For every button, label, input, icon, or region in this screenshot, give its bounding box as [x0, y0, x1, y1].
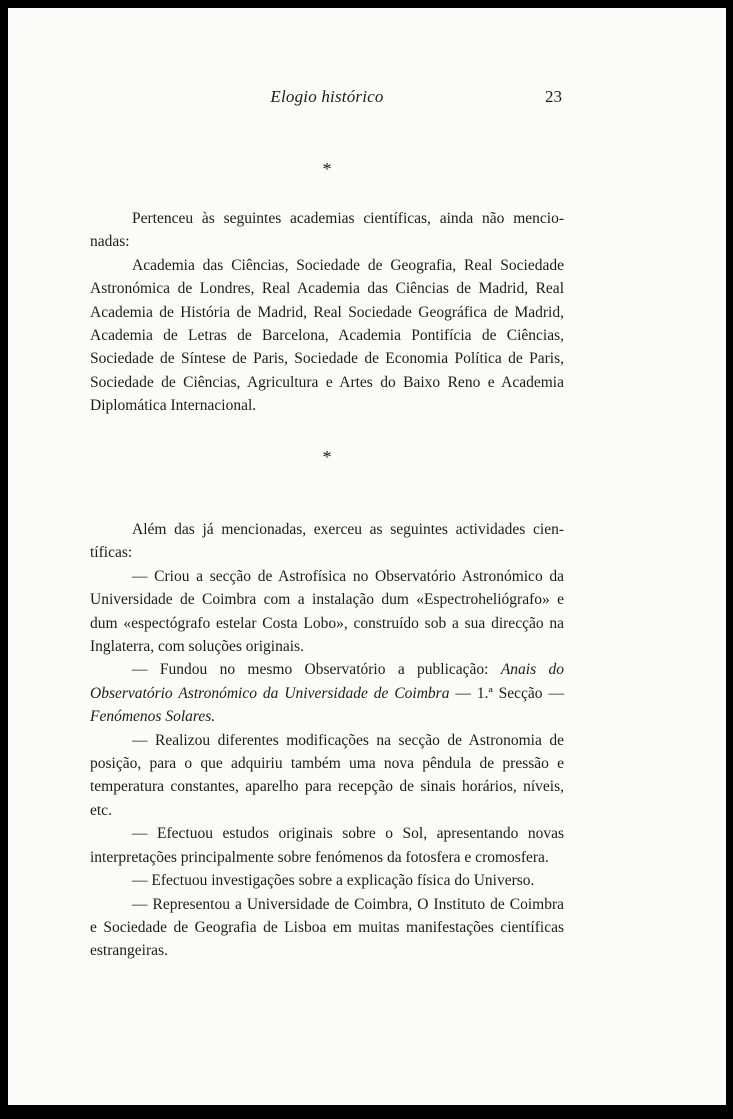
academies-list-paragraph: Academia das Ciências, Sociedade de Geografia, Real Sociedade Astronómica de Londres, Real Academia das Ciências de Madrid, Real Academia de História de Madrid, Real Sociedade Geográfica de Madrid, Academia de Letras de Barcelona, Academia Pontifícia de Ciências, Sociedade de Síntese de Paris, Sociedade de Economia Política de Paris, Sociedade de Ciências, Agricultura e Artes do Baixo Reno e Academia Diplomática Internacional.: [90, 256, 564, 415]
document-page: [8, 8, 726, 1105]
running-title: Elogio histórico: [270, 87, 384, 106]
activity-item-text: — 1.ª Secção —: [449, 684, 564, 702]
academies-section: [90, 207, 564, 418]
section-separator: *: [322, 447, 332, 467]
activity-item-text: — Fundou no mesmo Observatório a publicação:: [132, 661, 501, 679]
academies-intro-paragraph: Pertenceu às seguintes academias científicas, ainda não mencionadas:: [90, 210, 564, 251]
activities-section: [90, 518, 564, 963]
activity-item: — Realizou diferentes modificações na secção de Astronomia de posição, para o que adquiriu também uma nova pêndula de pressão e temperatura constantes, aparelho para recepção de sinais horários, níveis, etc.: [90, 731, 564, 819]
publication-subtitle: Fenómenos Solares.: [90, 708, 216, 726]
activity-item: — Representou a Universidade de Coimbra, O Instituto de Coimbra e Sociedade de Geografia de Lisboa em muitas manifestações científicas estrangeiras.: [90, 895, 564, 960]
activity-item: — Efectuou estudos originais sobre o Sol, apresentando novas interpretações principalmente sobre fenómenos da fotosfera e cromosfera.: [90, 825, 564, 866]
activity-item: — Efectuou investigações sobre a explicação física do Universo.: [132, 872, 535, 890]
activities-intro-paragraph: Além das já mencionadas, exerceu as seguintes actividades científicas:: [90, 521, 564, 562]
activity-item: [90, 658, 564, 728]
publication-title: Anais do Observatório Astronómico da Universidade de Coimbra: [90, 661, 564, 702]
activity-item: — Criou a secção de Astrofísica no Observatório Astronómico da Universidade de Coimbra com a instalação dum «Espectroheliógrafo» e dum «espectógrafo estelar Costa Lobo», construído sob a sua direcção na Inglaterra, com soluções originais.: [90, 567, 564, 656]
section-separator: *: [322, 159, 332, 179]
page-number: 23: [545, 87, 562, 106]
